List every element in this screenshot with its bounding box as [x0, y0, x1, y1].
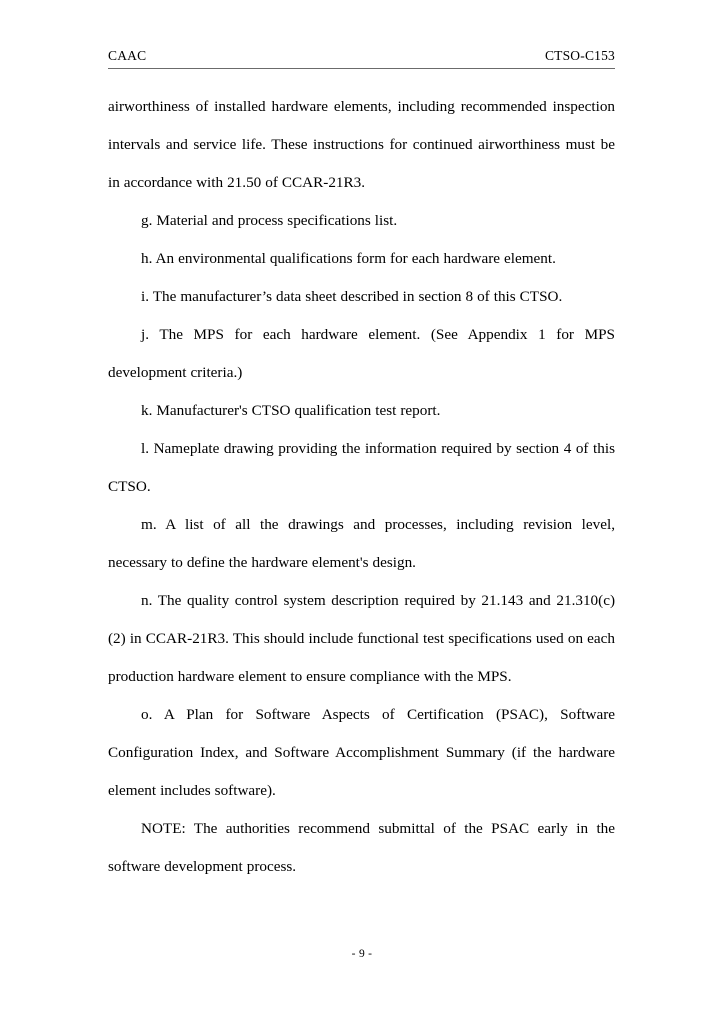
document-body — [108, 88, 615, 886]
list-item-l: l. Nameplate drawing providing the information required by section 4 of this CTSO. — [108, 440, 615, 495]
header-document-number: CTSO-C153 — [544, 48, 615, 63]
page-header — [108, 48, 615, 64]
list-item-o: o. A Plan for Software Aspects of Certification (PSAC), Software Configuration Index, and Software Accomplishment Summary (if the hardware element includes software). — [108, 706, 615, 799]
header-authority: CAAC — [108, 48, 147, 63]
list-item-n: n. The quality control system description required by 21.143 and 21.310(c)(2) in CCAR-21R3. This should include functional test specifications used on each production hardware element to ensure compliance with the MPS. — [108, 592, 615, 685]
header-divider — [108, 68, 615, 69]
paragraph-continued-airworthiness: airworthiness of installed hardware elements, including recommended inspection intervals and service life. These instructions for continued airworthiness must be in accordance with 21.50 of CCAR-21R3. — [108, 98, 615, 191]
list-item-k: k. Manufacturer's CTSO qualification test report. — [141, 402, 441, 419]
list-item-m: m. A list of all the drawings and processes, including revision level, necessary to define the hardware element's design. — [108, 516, 615, 571]
note-paragraph: NOTE: The authorities recommend submittal of the PSAC early in the software development process. — [108, 820, 615, 875]
list-item-h: h. An environmental qualifications form for each hardware element. — [141, 250, 556, 267]
list-item-j: j. The MPS for each hardware element. (See Appendix 1 for MPS development criteria.) — [108, 326, 615, 381]
list-item-i: i. The manufacturer’s data sheet described in section 8 of this CTSO. — [141, 288, 563, 305]
page-footer — [0, 948, 724, 962]
page-number: - 9 - — [351, 948, 373, 960]
list-item-g: g. Material and process specifications list. — [141, 212, 398, 229]
